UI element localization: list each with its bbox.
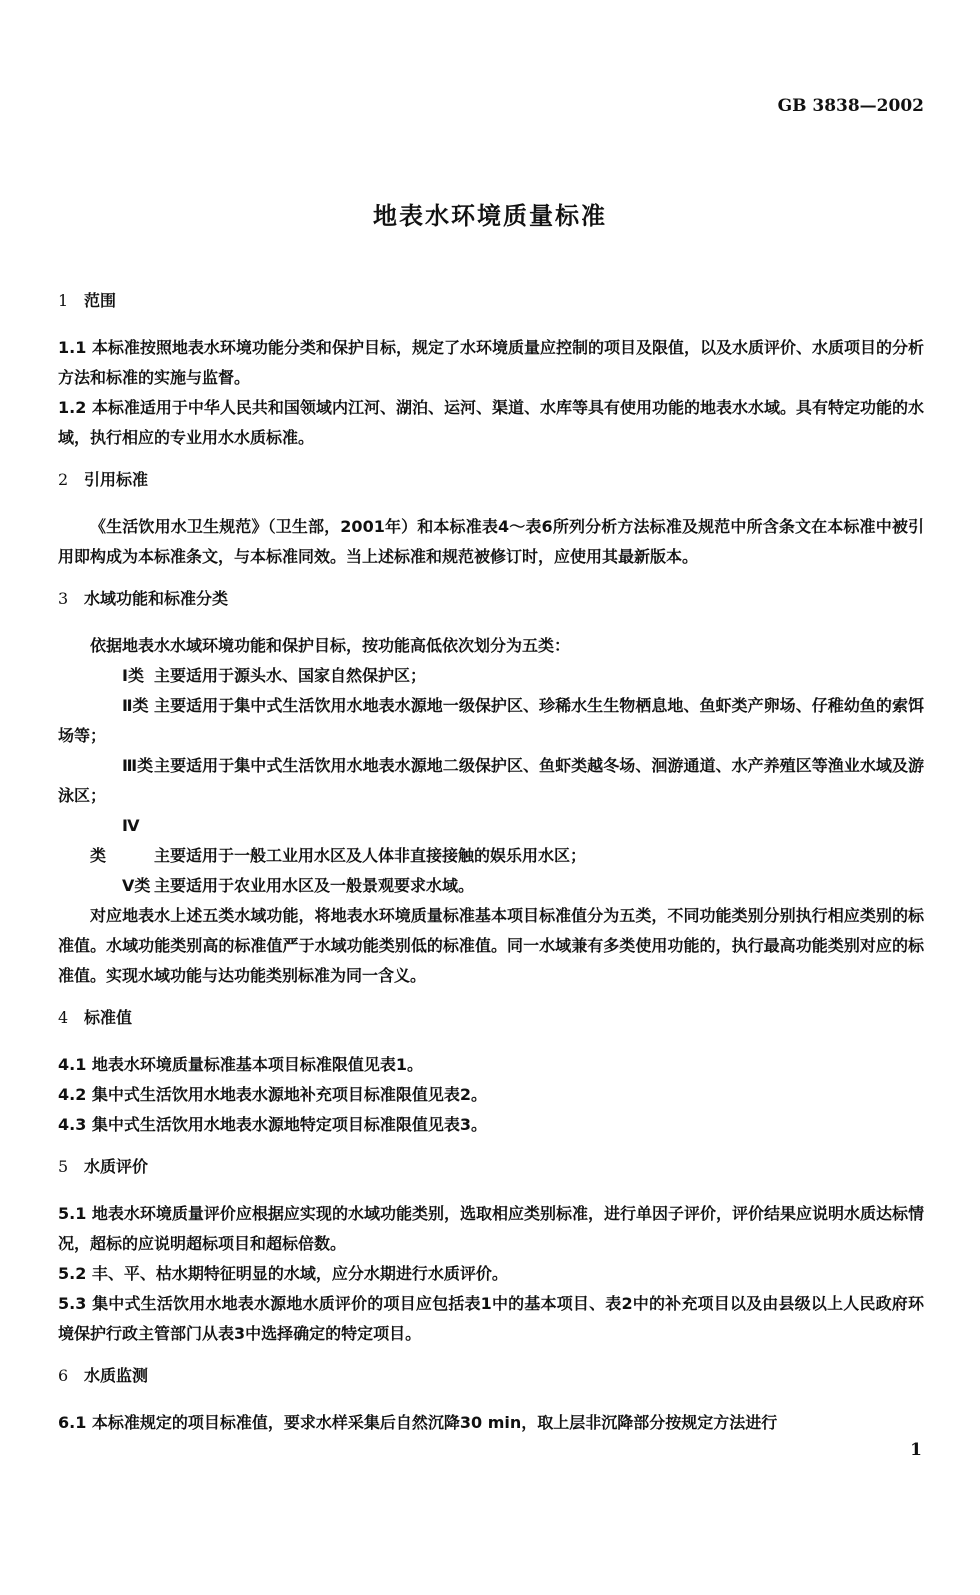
section-title: 水域功能和标准分类 — [84, 589, 229, 608]
section-number: 3 — [58, 589, 69, 608]
category-row — [58, 661, 924, 691]
category-text: 主要适用于一般工业用水区及人体非直接接触的娱乐用水区； — [154, 846, 587, 865]
clause-4-3: 4.3 集中式生活饮用水地表水源地特定项目标准限值见表3。 — [58, 1115, 488, 1134]
section-heading-assessment — [58, 1154, 924, 1177]
classification-closing: 对应地表水上述五类水域功能，将地表水环境质量标准基本项目标准值分为五类，不同功能类别分别执行相应类别的标准值。水域功能类别高的标准值严于水域功能类别低的标准值。同一水域兼有多类使用功能的，执行最高功能类别对应的标准值。实现水域功能与达功能类别标准为同一含义。 — [58, 906, 924, 985]
clause-5-3: 5.3 集中式生活饮用水地表水源地水质评价的项目应包括表1中的基本项目、表2中的补充项目以及由县级以上人民政府环境保护行政主管部门从表3中选择确定的特定项目。 — [58, 1294, 924, 1343]
section-title: 引用标准 — [84, 470, 149, 489]
category-row — [58, 811, 924, 871]
category-text: 主要适用于源头水、国家自然保护区； — [154, 666, 427, 685]
section-heading-monitoring — [58, 1363, 924, 1386]
category-text: 主要适用于农业用水区及一般景观要求水域。 — [154, 876, 475, 895]
standard-code: GB 3838—2002 — [777, 96, 924, 116]
category-label: Ⅳ类 — [90, 816, 140, 865]
references-paragraph: 《生活饮用水卫生规范》（卫生部，2001年）和本标准表4～表6所列分析方法标准及规范中所含条文在本标准中被引用即构成为本标准条文，与本标准同效。当上述标准和规范被修订时，应使用其最新版本。 — [58, 517, 924, 566]
section-heading-scope — [58, 288, 924, 311]
clause-5-2: 5.2 丰、平、枯水期特征明显的水域，应分水期进行水质评价。 — [58, 1264, 508, 1283]
clause-4-2: 4.2 集中式生活饮用水地表水源地补充项目标准限值见表2。 — [58, 1085, 488, 1104]
clause-5-1: 5.1 地表水环境质量评价应根据应实现的水域功能类别，选取相应类别标准，进行单因子评价，评价结果应说明水质达标情况，超标的应说明超标项目和超标倍数。 — [58, 1204, 924, 1253]
section-title: 标准值 — [84, 1008, 133, 1027]
category-row — [58, 751, 924, 811]
clause-1-2: 1.2 本标准适用于中华人民共和国领域内江河、湖泊、运河、渠道、水库等具有使用功能的地表水水域。具有特定功能的水域，执行相应的专业用水水质标准。 — [58, 398, 924, 447]
category-label: Ⅲ类 — [122, 756, 154, 775]
section-title: 水质监测 — [84, 1366, 149, 1385]
category-text: 主要适用于集中式生活饮用水地表水源地一级保护区、珍稀水生生物栖息地、鱼虾类产卵场、仔稚幼鱼的索饵场等； — [58, 696, 924, 745]
section-heading-classification — [58, 586, 924, 609]
section-number: 6 — [58, 1366, 69, 1385]
category-row — [58, 871, 924, 901]
section-number: 4 — [58, 1008, 69, 1027]
section-heading-standard-values — [58, 1005, 924, 1028]
section-number: 5 — [58, 1157, 69, 1176]
section-number: 1 — [58, 291, 69, 310]
document-content — [58, 288, 924, 1438]
clause-4-1: 4.1 地表水环境质量标准基本项目标准限值见表1。 — [58, 1055, 424, 1074]
section-heading-references — [58, 467, 924, 490]
category-label: Ⅱ类 — [122, 696, 149, 715]
page-number: 1 — [910, 1440, 922, 1460]
classification-intro: 依据地表水水域环境功能和保护目标，按功能高低依次划分为五类： — [90, 636, 571, 655]
category-text: 主要适用于集中式生活饮用水地表水源地二级保护区、鱼虾类越冬场、洄游通道、水产养殖区等渔业水域及游泳区； — [58, 756, 924, 805]
section-number: 2 — [58, 470, 69, 489]
category-label: Ⅰ类 — [122, 666, 144, 685]
section-title: 水质评价 — [84, 1157, 149, 1176]
clause-6-1: 6.1 本标准规定的项目标准值，要求水样采集后自然沉降30 min，取上层非沉降部分按规定方法进行 — [58, 1413, 778, 1432]
category-row — [58, 691, 924, 751]
section-title: 范围 — [84, 291, 117, 310]
clause-1-1: 1.1 本标准按照地表水环境功能分类和保护目标，规定了水环境质量应控制的项目及限值，以及水质评价、水质项目的分析方法和标准的实施与监督。 — [58, 338, 924, 387]
category-label: Ⅴ类 — [122, 876, 151, 895]
document-title: 地表水环境质量标准 — [373, 202, 607, 230]
